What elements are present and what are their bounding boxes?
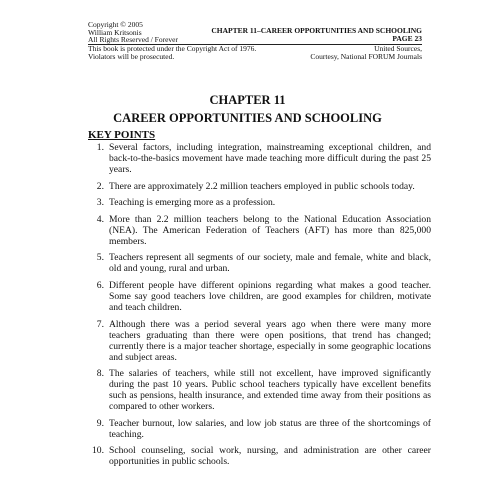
list-item (86, 252, 431, 274)
copyright-line: Copyright © 2005 (88, 20, 143, 29)
source-credit (310, 45, 422, 60)
list-item (86, 418, 431, 440)
item-number: 5. (96, 252, 104, 264)
item-number: 3. (96, 197, 104, 209)
item-text: Different people have different opinions regarding what makes a good teacher. Some say good teachers love children, are good examples for children, motivate and teach children. (109, 279, 431, 313)
chapter-heading: CHAPTER 11 (209, 93, 286, 107)
item-text: School counseling, social work, nursing, and administration are other career opportunities in public schools. (109, 445, 431, 468)
list-item (86, 319, 431, 363)
item-text: Teaching is emerging more as a profession. (109, 197, 276, 209)
item-text: There are approximately 2.2 million teachers employed in public schools today. (109, 180, 415, 192)
list-item (86, 214, 431, 247)
source-credit-line: United Sources, (374, 44, 422, 53)
key-points-list (86, 142, 431, 473)
chapter-title: CAREER OPPORTUNITIES AND SCHOOLING (113, 111, 382, 125)
item-text: Although there was a period several years ago when there were many more teachers graduating than there were open positions, that trend has changed; currently there is a major teacher shortage, especially in some geographic locations and subject areas. (109, 318, 431, 363)
item-number: 9. (96, 417, 104, 429)
list-item (86, 197, 431, 208)
item-text: Teachers represent all segments of our society, male and female, white and black, old and young, rural and urban. (109, 252, 431, 275)
item-text: The salaries of teachers, while still not excellent, have improved significantly during the past 10 years. Public school teachers typically have excellent benefits such as pensions, health insurance, and extended time away from their positions as compared to other workers. (109, 368, 431, 413)
item-number: 10. (92, 445, 104, 457)
copyright-block (88, 21, 178, 44)
legal-notice-line: Violators will be prosecuted. (88, 51, 175, 61)
list-item (86, 368, 431, 412)
item-text: Several factors, including integration, mainstreaming exceptional children, and back-to-the-basics movement have made teaching more difficult during the past 25 years. (109, 142, 431, 175)
legal-notice-line: This book is protected under the Copyright Act of 1976. (88, 44, 257, 53)
legal-notice (88, 45, 256, 60)
page-number: PAGE 23 (392, 33, 422, 43)
item-number: 6. (96, 279, 104, 291)
list-item (86, 181, 431, 192)
running-title: CHAPTER 11–CAREER OPPORTUNITIES AND SCHOOLING (211, 26, 422, 35)
list-item (86, 445, 431, 467)
item-number: 7. (96, 318, 104, 330)
key-points-heading: KEY POINTS (88, 129, 156, 141)
item-number: 2. (96, 180, 104, 192)
item-text: Teacher burnout, low salaries, and low job status are three of the shortcomings of teaching. (109, 417, 431, 440)
item-number: 4. (96, 213, 104, 225)
author-line: William Kritsonis (88, 27, 142, 37)
item-number: 8. (96, 368, 104, 380)
item-number: 1. (96, 142, 104, 153)
list-item (86, 280, 431, 313)
item-text: More than 2.2 million teachers belong to the National Education Association (NEA). The American Federation of Teachers (AFT) has more than 825,000 members. (109, 213, 431, 247)
rights-line: All Rights Reserved / Forever (88, 35, 178, 45)
source-credit-line: Courtesy, National FORUM Journals (310, 51, 422, 61)
list-item (86, 142, 431, 175)
running-header (211, 27, 422, 42)
